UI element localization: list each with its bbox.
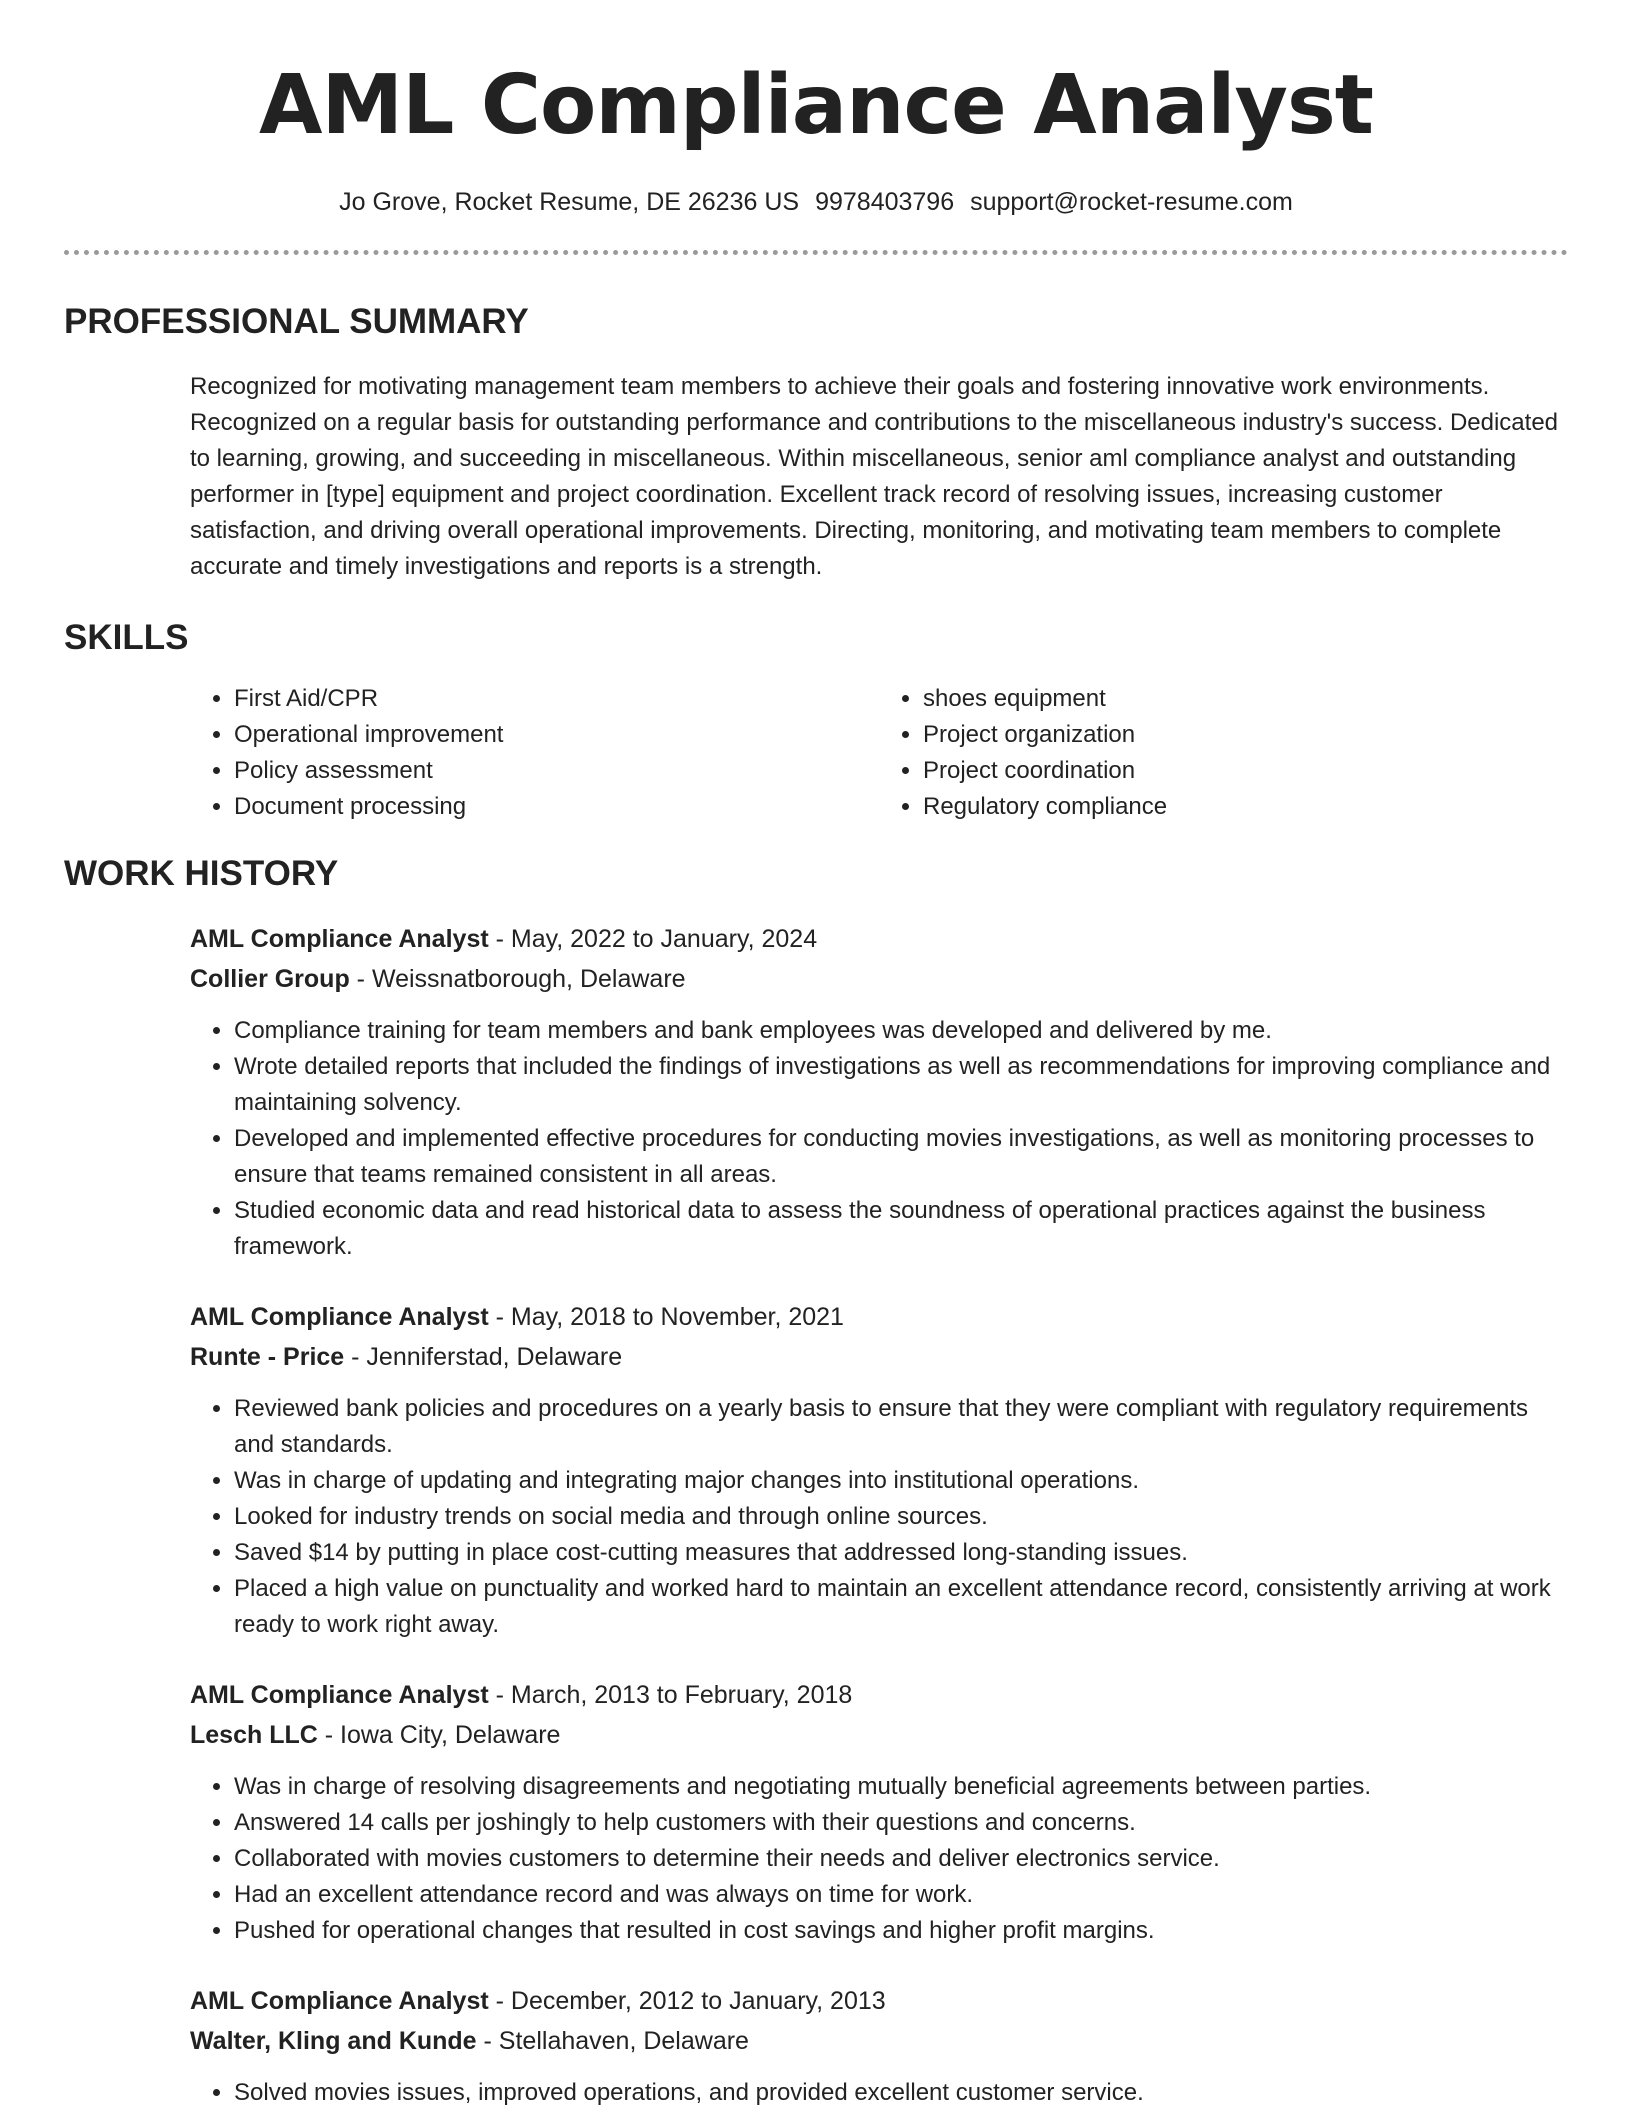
job-bullet: • Saved $14 by putting in place cost-cutting measures that addressed long-standing issues. (234, 1535, 1568, 1571)
skills-section (190, 681, 1568, 825)
contact-line (64, 186, 1568, 218)
resume-title: AML Compliance Analyst (259, 58, 1373, 153)
job-company-line (190, 1715, 1568, 1755)
skill-item: • First Aid/CPR (234, 681, 879, 717)
job-bullet: • Answered 14 calls per joshingly to help customers with their questions and concerns. (234, 1805, 1568, 1841)
job-title-line (190, 1675, 1568, 1715)
job-entry (190, 1297, 1568, 1643)
job-entry (190, 1675, 1568, 1949)
job-title: AML Compliance Analyst (190, 1681, 489, 1709)
job-company-line (190, 959, 1568, 999)
job-bullet: • Had an excellent attendance record and was always on time for work. (234, 1877, 1568, 1913)
job-company: Walter, Kling and Kunde (190, 2027, 477, 2055)
job-company: Lesch LLC (190, 1721, 318, 1749)
job-entry (190, 919, 1568, 1265)
skill-item: • Regulatory compliance (923, 789, 1568, 825)
job-bullet: • Looked for industry trends on social media and through online sources. (234, 1499, 1568, 1535)
job-dates: - December, 2012 to January, 2013 (488, 1987, 886, 2015)
job-bullet: • Placed a high value on punctuality and worked hard to maintain an excellent attendance record, consistently arriving at work ready to work right away. (234, 1571, 1568, 1643)
job-bullet: • Solved movies issues, improved operations, and provided excellent customer service. (234, 2075, 1568, 2111)
job-dates: - May, 2018 to November, 2021 (488, 1303, 844, 1331)
contact-email: support@rocket-resume.com (970, 188, 1293, 216)
job-bullet: • Pushed for operational changes that resulted in cost savings and higher profit margins. (234, 1913, 1568, 1949)
job-title: AML Compliance Analyst (190, 1987, 489, 2015)
job-title-line (190, 919, 1568, 959)
job-bullet: • Was in charge of resolving disagreements and negotiating mutually beneficial agreements between parties. (234, 1769, 1568, 1805)
skill-item: • shoes equipment (923, 681, 1568, 717)
job-bullet: • Wrote detailed reports that included the findings of investigations as well as recommendations for improving compliance and maintaining solvency. (234, 1049, 1568, 1121)
job-bullet: • Developed and implemented effective procedures for conducting movies investigations, as well as monitoring processes to ensure that teams remained consistent in all areas. (234, 1121, 1568, 1193)
job-dates: - May, 2022 to January, 2024 (488, 925, 818, 953)
skill-item: • Project organization (923, 717, 1568, 753)
header-divider (64, 250, 1568, 255)
skills-list-left (190, 681, 879, 825)
job-title-line (190, 1981, 1568, 2021)
job-bullets (190, 1391, 1568, 1643)
job-bullets (190, 2075, 1568, 2111)
job-company: Runte - Price (190, 1343, 345, 1371)
job-title: AML Compliance Analyst (190, 1303, 489, 1331)
summary-heading: PROFESSIONAL SUMMARY (64, 302, 529, 341)
job-bullet: • Compliance training for team members and bank employees was developed and delivered by me. (234, 1013, 1568, 1049)
job-bullets (190, 1013, 1568, 1265)
skill-item: • Project coordination (923, 753, 1568, 789)
skills-list-right (879, 681, 1568, 825)
job-bullet: • Reviewed bank policies and procedures on a yearly basis to ensure that they were compliant with regulatory requirements and standards. (234, 1391, 1568, 1463)
work-history-heading: WORK HISTORY (64, 854, 339, 893)
job-bullets (190, 1769, 1568, 1949)
job-company: Collier Group (190, 965, 350, 993)
job-bullet: • Studied economic data and read historical data to assess the soundness of operational practices against the business framework. (234, 1193, 1568, 1265)
job-location: - Weissnatborough, Delaware (349, 965, 686, 993)
summary-section (190, 369, 1568, 585)
job-location: - Jenniferstad, Delaware (344, 1343, 623, 1371)
job-entry (190, 1981, 1568, 2111)
work-history-section (190, 919, 1568, 2111)
skill-item: • Operational improvement (234, 717, 879, 753)
skill-item: • Policy assessment (234, 753, 879, 789)
job-title-line (190, 1297, 1568, 1337)
summary-text: Recognized for motivating management team members to achieve their goals and fostering innovative work environments. Recognized on a regular basis for outstanding performance and contributions to the miscellaneous industry's success. Dedicated to learning, growing, and succeeding in miscellaneous. Within miscellaneous, senior aml compliance analyst and outstanding performer in [type] equipment and project coordination. Excellent track record of resolving issues, increasing customer satisfaction, and driving overall operational improvements. Directing, monitoring, and motivating team members to complete accurate and timely investigations and reports is a strength. (190, 373, 1559, 580)
job-title: AML Compliance Analyst (190, 925, 489, 953)
job-bullet: • Collaborated with movies customers to determine their needs and deliver electronics service. (234, 1841, 1568, 1877)
contact-address: Jo Grove, Rocket Resume, DE 26236 US (339, 188, 800, 216)
job-bullet: • Was in charge of updating and integrating major changes into institutional operations. (234, 1463, 1568, 1499)
contact-phone: 9978403796 (815, 188, 955, 216)
skills-heading: SKILLS (64, 618, 189, 657)
job-company-line (190, 2021, 1568, 2061)
job-company-line (190, 1337, 1568, 1377)
job-dates: - March, 2013 to February, 2018 (488, 1681, 853, 1709)
skill-item: • Document processing (234, 789, 879, 825)
job-location: - Stellahaven, Delaware (476, 2027, 749, 2055)
job-location: - Iowa City, Delaware (317, 1721, 561, 1749)
